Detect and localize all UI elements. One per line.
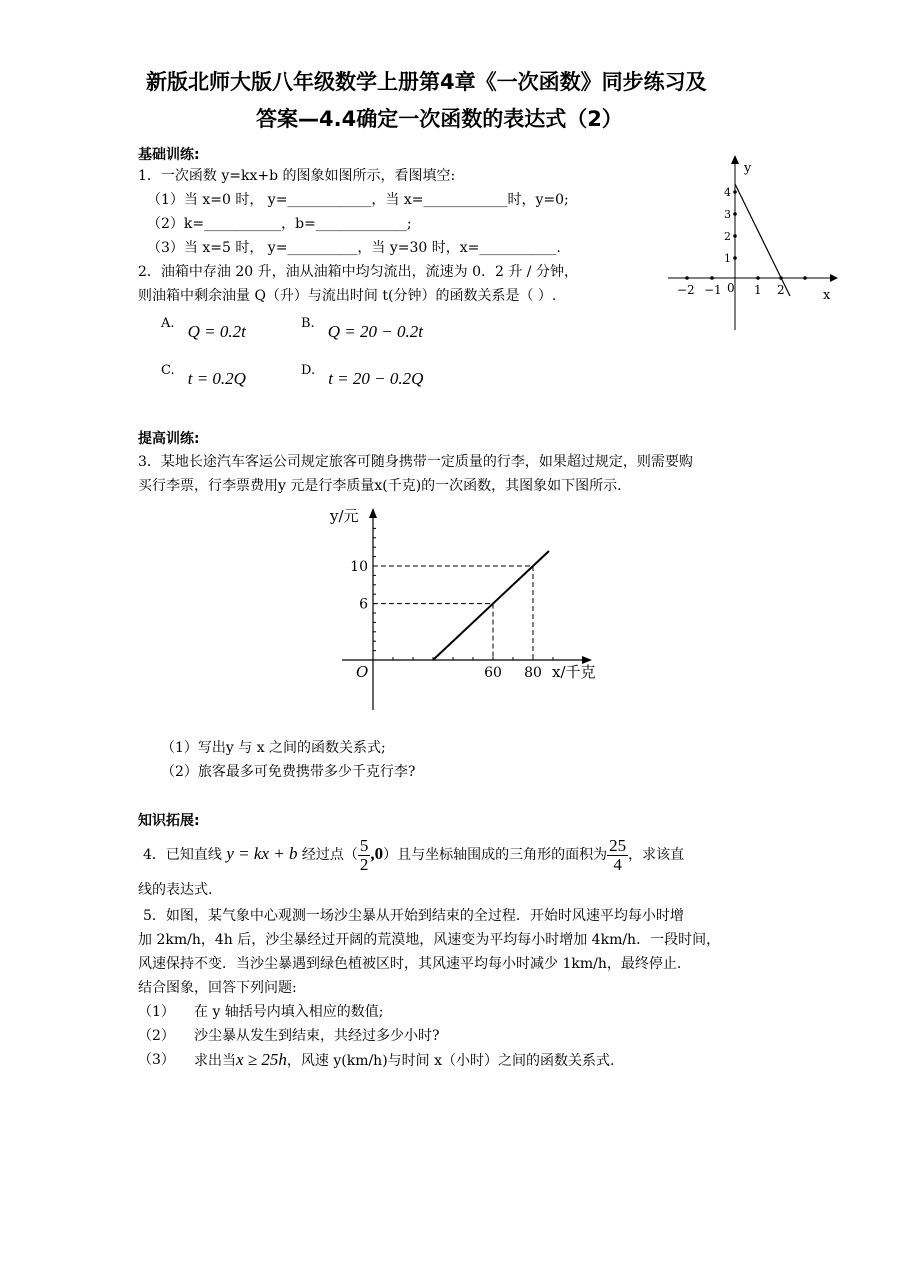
x-tick-label: 0 bbox=[727, 281, 735, 295]
x-tick-label: −2 bbox=[677, 283, 695, 297]
graph-line bbox=[735, 184, 790, 296]
fraction-5-2 bbox=[358, 837, 371, 874]
q4-line-1 bbox=[143, 834, 684, 875]
y-axis-arrow bbox=[731, 155, 739, 164]
q1-stem: 1．一次函数 y=kx+b 的图象如图所示，看图填空: bbox=[138, 168, 456, 184]
x-axis-label: x bbox=[823, 288, 831, 303]
y-tick-label: 4 bbox=[724, 186, 731, 199]
q4-mid-1: 经过点（ bbox=[301, 847, 358, 863]
q3-sub-2: （2）旅客最多可免费携带多少千克行李? bbox=[161, 764, 416, 780]
origin-label: O bbox=[356, 663, 369, 681]
y-tick-label: 6 bbox=[359, 596, 368, 613]
x-tick-label: 2 bbox=[777, 283, 785, 297]
q4-suffix: ，求该直 bbox=[628, 847, 685, 863]
x-tick-dot bbox=[803, 276, 807, 280]
q2-option-a bbox=[161, 312, 246, 341]
y-tick-dot bbox=[733, 256, 737, 260]
x-axis-label: x/千克 bbox=[552, 663, 596, 681]
q1-part-2: （2）k=___________，b=_____________; bbox=[147, 216, 412, 232]
q4-mid-2: ）且与坐标轴围成的三角形的面积为 bbox=[383, 847, 608, 863]
q5-sub-2-number: （2） bbox=[138, 1028, 175, 1044]
y-axis-label: y bbox=[744, 161, 752, 176]
q2-option-d bbox=[301, 359, 424, 388]
option-expression: Q = 20 − 0.2t bbox=[327, 322, 423, 341]
q5-sub-1: 在 y 轴括号内填入相应的数值; bbox=[194, 1004, 384, 1020]
y-tick-label: 3 bbox=[724, 208, 731, 221]
y-axis-label: y/元 bbox=[330, 507, 359, 525]
q1-part-3: （3）当 x=5 时， y=__________，当 y=30 时，x=___________. bbox=[147, 240, 561, 256]
section-heading-extension: 知识拓展: bbox=[138, 813, 200, 829]
q1-linear-graph bbox=[660, 150, 840, 335]
option-expression: Q = 0.2t bbox=[187, 322, 246, 341]
q3-line-1: 3．某地长途汽车客运公司规定旅客可随身携带一定质量的行李，如果超过规定，则需要购 bbox=[138, 454, 693, 470]
q2-line-2: 则油箱中剩余油量 Q（升）与流出时间 t(分钟）的函数关系是（ ）. bbox=[138, 288, 557, 304]
fraction-25-4 bbox=[607, 837, 628, 874]
q4-prefix: 4．已知直线 bbox=[143, 847, 222, 863]
q3-line-2: 买行李票，行李票费用y 元是行李质量x(千克)的一次函数，其图象如下图所示. bbox=[138, 478, 622, 494]
q5-sub-3-expression: x ≥ 25h bbox=[236, 1050, 287, 1069]
option-label: B. bbox=[301, 316, 315, 331]
q5-line-4: 结合图象，回答下列问题: bbox=[138, 980, 297, 996]
x-tick-dot bbox=[685, 276, 689, 280]
section-heading-basic: 基础训练: bbox=[138, 147, 200, 163]
page-title-line-2: 答案—4.4确定一次函数的表达式（2） bbox=[256, 107, 623, 131]
option-label: C. bbox=[161, 363, 175, 378]
q5-sub-3-prefix: 求出当 bbox=[194, 1053, 236, 1069]
option-label: D. bbox=[301, 363, 316, 378]
x-tick-label: 1 bbox=[754, 283, 762, 297]
q2-option-b bbox=[301, 312, 423, 341]
y-axis-arrow bbox=[369, 508, 377, 518]
x-tick-label: −1 bbox=[704, 283, 722, 297]
x-tick-label: 80 bbox=[524, 665, 542, 681]
fraction-numerator: 5 bbox=[359, 835, 369, 855]
fraction-denominator: 4 bbox=[613, 854, 622, 874]
y-tick-label: 2 bbox=[724, 230, 731, 243]
x-tick-dot bbox=[710, 276, 714, 280]
q5-sub-3-number: （3） bbox=[138, 1052, 175, 1068]
q5-sub-1-number: （1） bbox=[138, 1004, 175, 1020]
luggage-fee-chart bbox=[320, 500, 620, 715]
fee-line bbox=[433, 551, 549, 660]
q5-sub-3 bbox=[194, 1050, 614, 1071]
y-tick-dot bbox=[733, 190, 737, 194]
q1-part-1: （1）当 x=0 时， y=____________，当 x=____________时，y=0; bbox=[147, 192, 569, 208]
fraction-numerator: 25 bbox=[609, 835, 627, 855]
option-expression: t = 20 − 0.2Q bbox=[328, 369, 424, 388]
x-tick-label: 60 bbox=[484, 665, 502, 681]
q2-line-1: 2．油箱中存油 20 升，油从油箱中均匀流出，流速为 0．2 升 / 分钟， bbox=[138, 264, 578, 280]
q5-sub-2: 沙尘暴从发生到结束，共经过多少小时? bbox=[194, 1028, 440, 1044]
q4-line-2: 线的表达式. bbox=[138, 882, 213, 898]
q5-sub-3-suffix: ，风速 y(km/h)与时间 x（小时）之间的函数关系式. bbox=[286, 1053, 615, 1069]
q5-line-2: 加 2km/h，4h 后，沙尘暴经过开阔的荒漠地，风速变为平均每小时增加 4km/h．一段时间， bbox=[138, 932, 721, 948]
q4-expression: y = kx + b bbox=[226, 844, 298, 863]
x-tick-dot bbox=[756, 276, 760, 280]
point-rest: ,0 bbox=[370, 844, 384, 863]
fraction-denominator: 2 bbox=[359, 854, 369, 874]
y-tick-label: 1 bbox=[724, 252, 731, 265]
x-axis-arrow bbox=[830, 274, 838, 282]
y-tick-dot bbox=[733, 234, 737, 238]
option-expression: t = 0.2Q bbox=[187, 369, 246, 388]
page-title-line-1: 新版北师大版八年级数学上册第4章《一次函数》同步练习及 bbox=[146, 70, 707, 94]
option-label: A. bbox=[161, 316, 175, 331]
y-tick-dot bbox=[733, 212, 737, 216]
q3-sub-1: （1）写出y 与 x 之间的函数关系式; bbox=[161, 740, 386, 756]
section-heading-advanced: 提高训练: bbox=[138, 431, 200, 447]
q2-option-c bbox=[161, 359, 246, 388]
y-tick-label: 10 bbox=[350, 559, 368, 575]
q5-line-3: 风速保持不变．当沙尘暴遇到绿色植被区时，其风速平均每小时减少 1km/h，最终停止. bbox=[138, 956, 682, 972]
q5-line-1: 5．如图，某气象中心观测一场沙尘暴从开始到结束的全过程．开始时风速平均每小时增 bbox=[143, 908, 684, 924]
